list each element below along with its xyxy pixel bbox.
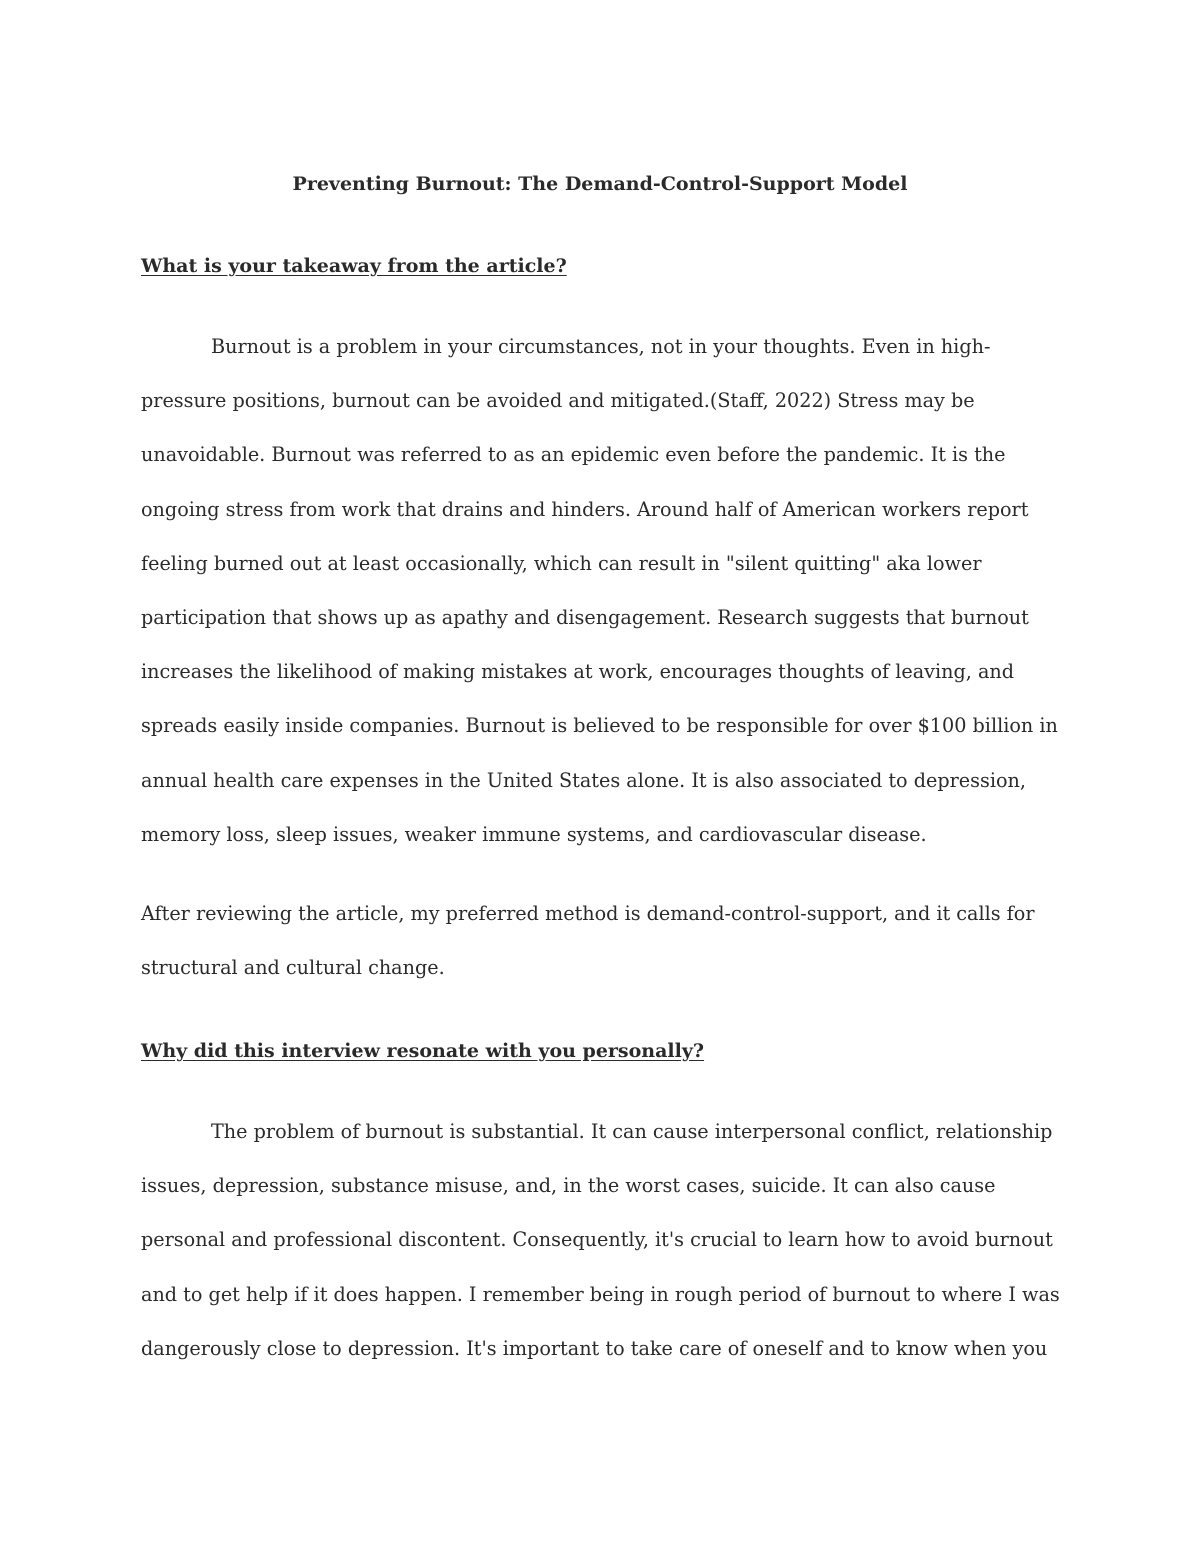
- resonate-paragraph-1: The problem of burnout is substantial. It can cause interpersonal conflict, relationship issues, depression, substance misuse, and, in the worst cases, suicide. It can also cause personal and professional discontent. Consequently, it's crucial to learn how to avoid burnout and to get help if it does happen. I remember being in rough period of burnout to where I was dangerously close to depression. It's important to take care of oneself and to know when you: [141, 1120, 1060, 1360]
- takeaway-paragraph-2: After reviewing the article, my preferred method is demand-control-support, and it calls for structural and cultural change.: [141, 902, 1035, 980]
- section-heading-takeaway: What is your takeaway from the article?: [141, 255, 567, 277]
- document-title: Preventing Burnout: The Demand-Control-Support Model: [292, 173, 908, 195]
- section-heading-resonate: Why did this interview resonate with you personally?: [141, 1040, 705, 1062]
- takeaway-paragraph-1: Burnout is a problem in your circumstances, not in your thoughts. Even in high-pressure positions, burnout can be avoided and mitigated.(Staff, 2022) Stress may be unavoidable. Burnout was referred to as an epidemic even before the pandemic. It is the ongoing stress from work that drains and hinders. Around half of American workers report feeling burned out at least occasionally, which can result in "silent quitting" aka lower participation that shows up as apathy and disengagement. Research suggests that burnout increases the likelihood of making mistakes at work, encourages thoughts of leaving, and spreads easily inside companies. Burnout is believed to be responsible for over $100 billion in annual health care expenses in the United States alone. It is also associated to depression, memory loss, sleep issues, weaker immune systems, and cardiovascular disease.: [141, 335, 1058, 846]
